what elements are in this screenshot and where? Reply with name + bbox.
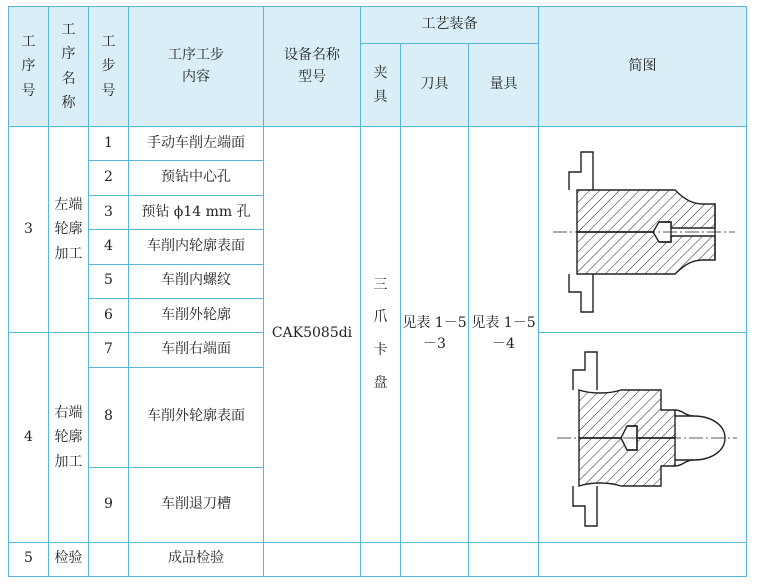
step-no-cell: 2 — [89, 161, 129, 195]
step-content-cell: 车削外轮廓表面 — [129, 367, 264, 467]
step-no-cell: 4 — [89, 230, 129, 264]
step-content-cell: 预钻 ϕ14 mm 孔 — [129, 195, 264, 229]
gauge-cell — [469, 542, 539, 576]
header-process-name: 工序名称 — [49, 7, 89, 127]
step-content-cell: 预钻中心孔 — [129, 161, 264, 195]
header-step-content: 工序工步内容 — [129, 7, 264, 127]
step-content-cell: 车削内轮廓表面 — [129, 230, 264, 264]
cutter-cell: 见表 1－5－3 — [401, 127, 469, 543]
fixture-cell: 三爪卡盘 — [361, 127, 401, 543]
step-content-cell: 车削退刀槽 — [129, 467, 264, 542]
table-row — [9, 542, 747, 576]
process-no-cell: 3 — [9, 127, 49, 333]
header-process-no: 工序号 — [9, 7, 49, 127]
process-name-cell: 检验 — [49, 542, 89, 576]
process-no-cell: 5 — [9, 542, 49, 576]
left-sketch-cell — [539, 127, 747, 333]
step-content-cell: 车削外轮廓 — [129, 298, 264, 332]
step-no-cell: 5 — [89, 264, 129, 298]
process-no-cell: 4 — [9, 333, 49, 542]
header-equipment: 设备名称型号 — [264, 7, 361, 127]
header-cutter: 刀具 — [401, 44, 469, 127]
header-tooling: 工艺装备 — [361, 7, 539, 44]
header-sketch: 简图 — [539, 7, 747, 127]
process-sheet — [8, 6, 746, 577]
step-no-cell: 6 — [89, 298, 129, 332]
cutter-cell — [401, 542, 469, 576]
step-content-cell: 车削右端面 — [129, 333, 264, 367]
step-no-cell: 3 — [89, 195, 129, 229]
step-content-cell: 车削内螺纹 — [129, 264, 264, 298]
step-no-cell: 9 — [89, 467, 129, 542]
equipment-cell — [264, 542, 361, 576]
step-no-cell: 1 — [89, 127, 129, 161]
step-content-cell: 成品检验 — [129, 542, 264, 576]
gauge-cell: 见表 1－5－4 — [469, 127, 539, 543]
right-sketch-cell — [539, 333, 747, 542]
step-no-cell: 7 — [89, 333, 129, 367]
header-fixture: 夹具 — [361, 44, 401, 127]
process-name-cell: 右端轮廓加工 — [49, 333, 89, 542]
header-gauge: 量具 — [469, 44, 539, 127]
header-step-no: 工步号 — [89, 7, 129, 127]
sketch-cell — [539, 542, 747, 576]
step-no-cell: 8 — [89, 367, 129, 467]
equipment-cell: CAK5085di — [264, 127, 361, 543]
step-content-cell: 手动车削左端面 — [129, 127, 264, 161]
process-card-table — [8, 6, 747, 577]
fixture-cell — [361, 542, 401, 576]
process-name-cell: 左端轮廓加工 — [49, 127, 89, 333]
table-row — [9, 127, 747, 161]
step-no-cell — [89, 542, 129, 576]
